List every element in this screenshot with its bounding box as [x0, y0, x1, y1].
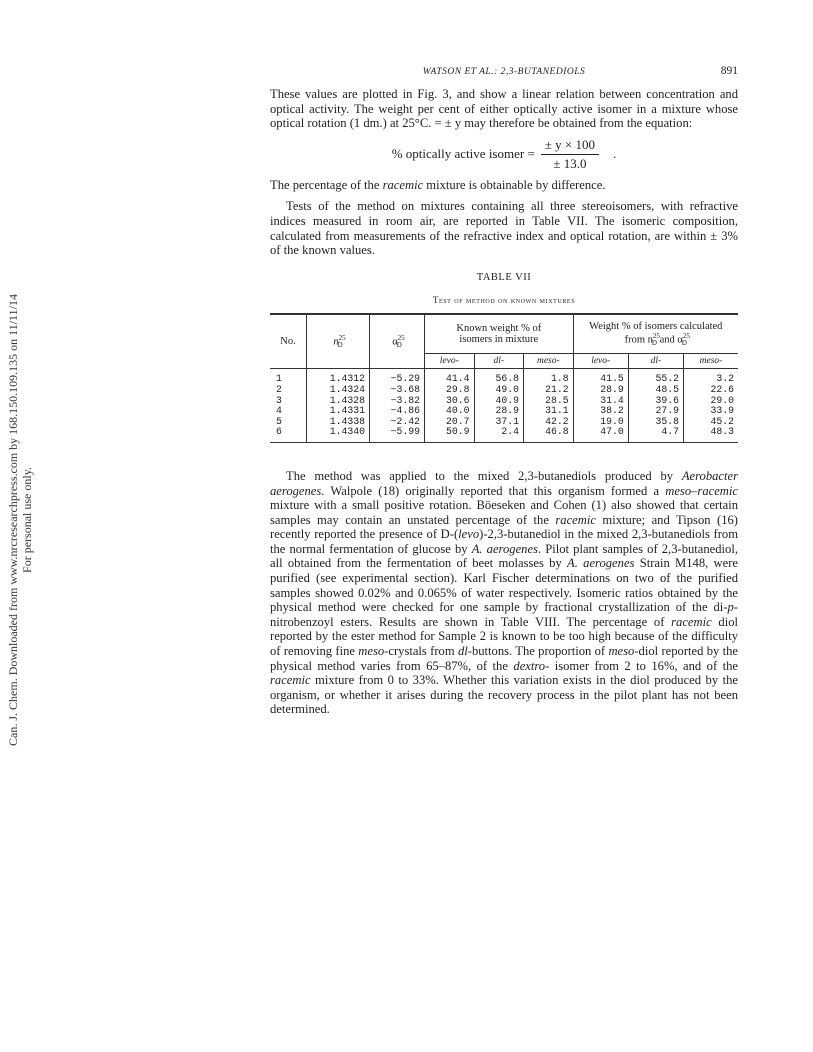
p4-text: . Pilot plant samples of 2,3-butanediol, all obtained from the fermentation of beet molasses by	[270, 541, 739, 571]
paragraph-1: These values are plotted in Fig. 3, and show a linear relation between concentration and optical activity. The weight per cent of either optically active isomer in a mixture whose optical rotation (1 dm.) at 25°C. = ± y may therefore be obtained from the equation:	[270, 87, 738, 131]
row-optical-rotation: −4.86	[370, 406, 425, 417]
p4-text: mixture from 0 to 33%. Whether this variation exists in the diol produced by the organism, or whether it arises during the recovery process in the pilot plant has not been determined.	[270, 673, 738, 717]
row-refractive-index: 1.4331	[307, 406, 370, 417]
row-optical-rotation: −5.29	[370, 369, 425, 385]
header-n-sub: D	[337, 341, 343, 350]
row-known-dl: 40.9	[474, 396, 524, 407]
row-known-meso: 42.2	[524, 417, 574, 428]
download-notice-usage: For personal use only.	[20, 467, 34, 573]
equation	[270, 137, 738, 172]
row-known-meso: 31.1	[524, 406, 574, 417]
row-known-levo: 40.0	[425, 406, 475, 417]
header-n-sup: 25	[338, 333, 346, 342]
page-content	[270, 62, 738, 717]
row-known-dl: 56.8	[474, 369, 524, 385]
p4-text: isomer from 2 to 16%, and of the	[549, 658, 738, 673]
p4-em: A. aerogenes	[567, 556, 635, 571]
table-row	[270, 385, 738, 396]
header-known-levo: levo-	[425, 354, 475, 369]
row-refractive-index: 1.4324	[307, 385, 370, 396]
p4-text: diol reported by the ester method for Sample 2 is known to be too high because of the difficulty of removing fine	[270, 614, 739, 659]
header-calc-sup1: 25	[652, 331, 660, 340]
row-known-dl: 37.1	[474, 417, 524, 428]
row-number: 4	[270, 406, 307, 417]
header-no: No.	[270, 314, 307, 369]
header-n-symbol: n	[333, 336, 339, 348]
p4-text: -buttons. The proportion of	[467, 644, 609, 659]
row-optical-rotation: −3.82	[370, 396, 425, 407]
row-known-dl: 28.9	[474, 406, 524, 417]
row-calc-levo: 41.5	[573, 369, 628, 385]
download-notice	[2, 240, 38, 800]
equation-denominator: ± 13.0	[553, 155, 587, 171]
row-refractive-index: 1.4340	[307, 427, 370, 442]
row-known-dl: 49.0	[474, 385, 524, 396]
row-known-levo: 41.4	[425, 369, 475, 385]
page-header	[270, 62, 738, 80]
row-number: 6	[270, 427, 307, 442]
p4-em: meso	[358, 644, 385, 659]
row-calc-dl: 48.5	[628, 385, 683, 396]
row-optical-rotation: −3.68	[370, 385, 425, 396]
row-known-meso: 28.5	[524, 396, 574, 407]
header-calc-meso: meso-	[684, 354, 738, 369]
header-optical-rotation	[370, 314, 425, 369]
table-row	[270, 427, 738, 442]
row-calc-dl: 4.7	[628, 427, 683, 442]
table-row	[270, 369, 738, 385]
row-calc-dl: 39.6	[628, 396, 683, 407]
paragraph-2-text: The percentage of the	[270, 177, 383, 192]
row-refractive-index: 1.4328	[307, 396, 370, 407]
page-number: 891	[720, 65, 738, 77]
table-subtitle: Test of method on known mixtures	[432, 294, 576, 305]
header-calc-dl: dl-	[628, 354, 683, 369]
row-calc-meso: 45.2	[710, 415, 734, 427]
table-body	[270, 369, 738, 443]
row-refractive-index: 1.4338	[307, 417, 370, 428]
p4-em: racemic	[555, 512, 596, 527]
header-calc-text: Weight % of isomers calculated from n	[589, 320, 723, 346]
row-number: 1	[270, 369, 307, 385]
table-title: TABLE VII	[476, 271, 532, 283]
row-known-levo: 50.9	[425, 427, 475, 442]
p4-text: -diol reported by the physical method varies from 65–87%, of the	[270, 644, 739, 673]
row-calc-levo: 19.0	[573, 417, 628, 428]
paragraph-4	[270, 469, 738, 717]
p4-text: The method was applied to the mixed 2,3-butanediols produced by	[286, 468, 682, 483]
header-calc-sub2: D	[681, 339, 687, 348]
row-calc-meso: 33.9	[710, 405, 734, 417]
p4-text: mixture; and Tipson (16) recently reported the presence of D-(	[270, 512, 738, 542]
p4-text: . Walpole (18) originally reported that this organism formed a	[321, 483, 666, 498]
row-calc-levo: 28.9	[573, 385, 628, 396]
row-optical-rotation: −2.42	[370, 417, 425, 428]
header-calc-sub1: D	[651, 339, 657, 348]
p4-text: -crystals from	[384, 644, 458, 659]
row-number: 3	[270, 396, 307, 407]
p4-em: meso–racemic	[665, 483, 738, 498]
download-notice-source: Can. J. Chem. Downloaded from www.nrcresearchpress.com by 168.150.109.135 on 11/11/14	[6, 294, 20, 746]
row-number: 2	[270, 385, 307, 396]
p4-em: racemic	[671, 614, 712, 629]
row-calc-dl: 27.9	[628, 406, 683, 417]
row-known-levo: 30.6	[425, 396, 475, 407]
paragraph-2-text-end: mixture is obtainable by difference.	[423, 177, 606, 192]
header-calc-sup2: 25	[682, 331, 690, 340]
p4-em: Aerobacter aerogenes	[270, 468, 738, 498]
row-known-meso: 21.2	[524, 385, 574, 396]
header-a-sup: 25	[397, 333, 405, 342]
p4-text: Strain M148, were purified (see experimental section). Karl Fischer determinations on two of the purified samples showed 0.02% and 0.065% of water respectively. Isomeric ratios obtained by the physical method were checked for one sample by fractional crystallization of the di-	[270, 556, 739, 615]
p4-em: A. aerogenes	[471, 541, 538, 556]
p4-text: -nitrobenzoyl esters. Results are shown in Table VIII. The percentage of	[270, 600, 738, 629]
row-refractive-index: 1.4312	[307, 369, 370, 385]
p4-em: racemic	[270, 673, 311, 688]
row-known-levo: 20.7	[425, 417, 475, 428]
row-calc-meso: 22.6	[710, 383, 734, 395]
paragraph-2	[270, 178, 738, 193]
p4-em: dl	[457, 644, 468, 659]
header-known-dl: dl-	[474, 354, 524, 369]
running-head: WATSON ET AL.: 2,3-BUTANEDIOLS	[422, 67, 586, 77]
p4-em: p	[727, 600, 734, 615]
header-calc-levo: levo-	[573, 354, 628, 369]
row-calc-meso: 3.2	[716, 373, 734, 385]
row-number: 5	[270, 417, 307, 428]
equation-numerator: ± y × 100	[541, 137, 599, 155]
header-known-meso: meso-	[524, 354, 574, 369]
row-calc-levo: 38.2	[573, 406, 628, 417]
header-refractive-index	[307, 314, 370, 369]
row-known-dl: 2.4	[474, 427, 524, 442]
row-known-meso: 1.8	[524, 369, 574, 385]
row-optical-rotation: −5.99	[370, 427, 425, 442]
header-calc-and: and α	[656, 334, 683, 346]
header-known-weight: Known weight % of isomers in mixture	[425, 314, 574, 354]
equation-end: .	[613, 146, 617, 162]
header-a-sub: D	[396, 341, 402, 350]
header-calculated-weight	[573, 314, 738, 354]
paragraph-2-emphasis: racemic	[382, 177, 424, 192]
row-known-meso: 46.8	[524, 427, 574, 442]
row-calc-dl: 35.8	[628, 417, 683, 428]
equation-fraction	[541, 137, 599, 172]
header-a-symbol: α	[392, 336, 398, 348]
row-known-levo: 29.8	[425, 385, 475, 396]
row-calc-meso: 48.3	[684, 427, 738, 442]
p4-text: mixture with a small positive rotation. Böeseken and Cohen (1) also showed that certain samples may contain an unstated percentage of the	[270, 498, 738, 527]
paragraph-3: Tests of the method on mixtures containing all three stereoisomers, with refractive indices measured in room air, are reported in Table VII. The isomeric composition, calculated from measurements of the refractive index and optical rotation, are within ± 3% of the known values.	[270, 199, 738, 258]
row-calc-dl: 55.2	[628, 369, 683, 385]
p4-em: levo	[458, 527, 480, 542]
equation-lhs: % optically active isomer =	[391, 146, 535, 162]
row-calc-levo: 47.0	[573, 427, 628, 442]
row-calc-levo: 31.4	[573, 396, 628, 407]
p4-text: )-2,3-butanediol in the mixed 2,3-butanediols from the normal fermentation of glucose by	[270, 527, 738, 556]
p4-em: meso	[608, 644, 635, 659]
p4-em: dextro-	[513, 658, 550, 673]
data-table	[270, 313, 738, 443]
row-calc-meso: 29.0	[710, 394, 734, 406]
